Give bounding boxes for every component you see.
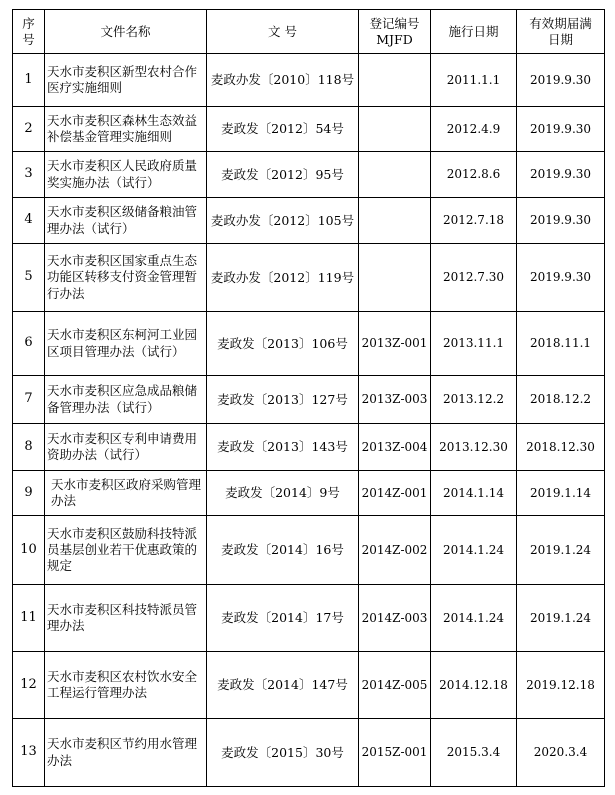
row-reg: 2014Z-001: [359, 471, 431, 516]
row-docno: 麦政办发〔2010〕118号: [207, 54, 359, 107]
table-row: [13, 376, 605, 424]
table-row: [13, 585, 605, 652]
row-effective: 2012.4.9: [431, 107, 517, 152]
row-reg: [359, 107, 431, 152]
row-docno: 麦政办发〔2012〕105号: [207, 198, 359, 244]
row-docno: 麦政发〔2012〕95号: [207, 152, 359, 198]
table-row: [13, 198, 605, 244]
row-name: 天水市麦积区节约用水管理办法: [45, 719, 207, 787]
row-seq: 11: [13, 585, 45, 652]
row-reg: 2013Z-004: [359, 424, 431, 471]
row-effective: 2014.1.24: [431, 585, 517, 652]
row-effective: 2015.3.4: [431, 719, 517, 787]
table-row: [13, 244, 605, 312]
row-name: 天水市麦积区专利申请费用资助办法（试行）: [45, 424, 207, 471]
row-docno: 麦政发〔2013〕127号: [207, 376, 359, 424]
row-expiry: 2019.1.24: [517, 585, 605, 652]
row-name: 天水市麦积区国家重点生态功能区转移支付资金管理暂行办法: [45, 244, 207, 312]
table-row: [13, 516, 605, 585]
table-row: [13, 107, 605, 152]
row-reg: 2014Z-003: [359, 585, 431, 652]
row-reg: 2013Z-003: [359, 376, 431, 424]
row-expiry: 2019.9.30: [517, 198, 605, 244]
row-reg: [359, 244, 431, 312]
row-reg: 2014Z-002: [359, 516, 431, 585]
row-seq: 5: [13, 244, 45, 312]
header-row: [13, 10, 605, 54]
row-seq: 8: [13, 424, 45, 471]
row-seq: 10: [13, 516, 45, 585]
table-row: [13, 312, 605, 376]
header-docno: 文 号: [207, 10, 359, 54]
row-name: 天水市麦积区政府采购管理办法: [45, 471, 207, 516]
row-seq: 12: [13, 652, 45, 719]
row-expiry: 2018.12.2: [517, 376, 605, 424]
header-effective: 施行日期: [431, 10, 517, 54]
row-seq: 13: [13, 719, 45, 787]
row-expiry: 2019.9.30: [517, 244, 605, 312]
table-row: [13, 424, 605, 471]
row-effective: 2013.12.2: [431, 376, 517, 424]
row-effective: 2014.1.24: [431, 516, 517, 585]
row-seq: 1: [13, 54, 45, 107]
header-expiry: 有效期届满日期: [517, 10, 605, 54]
header-reg-line1: 登记编号: [369, 15, 420, 31]
row-expiry: 2019.1.24: [517, 516, 605, 585]
row-docno: 麦政发〔2015〕30号: [207, 719, 359, 787]
row-effective: 2011.1.1: [431, 54, 517, 107]
row-effective: 2012.8.6: [431, 152, 517, 198]
row-seq: 2: [13, 107, 45, 152]
header-reg-line2: MJFD: [376, 31, 413, 47]
row-name: 天水市麦积区人民政府质量奖实施办法（试行）: [45, 152, 207, 198]
row-expiry: 2020.3.4: [517, 719, 605, 787]
row-reg: 2015Z-001: [359, 719, 431, 787]
row-effective: 2012.7.18: [431, 198, 517, 244]
row-docno: 麦政发〔2013〕143号: [207, 424, 359, 471]
row-seq: 7: [13, 376, 45, 424]
row-reg: 2013Z-001: [359, 312, 431, 376]
row-expiry: 2019.9.30: [517, 54, 605, 107]
row-reg: [359, 152, 431, 198]
table-row: [13, 652, 605, 719]
row-expiry: 2019.9.30: [517, 107, 605, 152]
row-name: 天水市麦积区新型农村合作医疗实施细则: [45, 54, 207, 107]
row-expiry: 2019.12.18: [517, 652, 605, 719]
row-expiry: 2018.12.30: [517, 424, 605, 471]
row-expiry: 2019.9.30: [517, 152, 605, 198]
header-name: 文件名称: [45, 10, 207, 54]
table-row: [13, 719, 605, 787]
row-docno: 麦政发〔2014〕147号: [207, 652, 359, 719]
row-name: 天水市麦积区科技特派员管理办法: [45, 585, 207, 652]
row-docno: 麦政发〔2014〕9号: [207, 471, 359, 516]
row-seq: 6: [13, 312, 45, 376]
row-expiry: 2018.11.1: [517, 312, 605, 376]
row-effective: 2013.12.30: [431, 424, 517, 471]
row-reg: 2014Z-005: [359, 652, 431, 719]
row-seq: 4: [13, 198, 45, 244]
row-expiry: 2019.1.14: [517, 471, 605, 516]
row-name: 天水市麦积区东柯河工业园区项目管理办法（试行）: [45, 312, 207, 376]
row-name: 天水市麦积区农村饮水安全工程运行管理办法: [45, 652, 207, 719]
row-effective: 2014.1.14: [431, 471, 517, 516]
row-name: 天水市麦积区应急成品粮储备管理办法（试行）: [45, 376, 207, 424]
row-name: 天水市麦积区森林生态效益补偿基金管理实施细则: [45, 107, 207, 152]
row-docno: 麦政发〔2014〕16号: [207, 516, 359, 585]
header-seq: 序号: [13, 10, 45, 54]
table-row: [13, 471, 605, 516]
table-row: [13, 54, 605, 107]
row-reg: [359, 54, 431, 107]
row-seq: 9: [13, 471, 45, 516]
row-docno: 麦政办发〔2012〕119号: [207, 244, 359, 312]
row-name: 天水市麦积区鼓励科技特派员基层创业若干优惠政策的规定: [45, 516, 207, 585]
header-reg: [359, 10, 431, 54]
row-effective: 2013.11.1: [431, 312, 517, 376]
regulations-table: [12, 9, 605, 787]
row-docno: 麦政发〔2013〕106号: [207, 312, 359, 376]
table-row: [13, 152, 605, 198]
row-reg: [359, 198, 431, 244]
row-effective: 2014.12.18: [431, 652, 517, 719]
row-docno: 麦政发〔2012〕54号: [207, 107, 359, 152]
row-seq: 3: [13, 152, 45, 198]
row-name: 天水市麦积区级储备粮油管理办法（试行）: [45, 198, 207, 244]
row-effective: 2012.7.30: [431, 244, 517, 312]
row-docno: 麦政发〔2014〕17号: [207, 585, 359, 652]
